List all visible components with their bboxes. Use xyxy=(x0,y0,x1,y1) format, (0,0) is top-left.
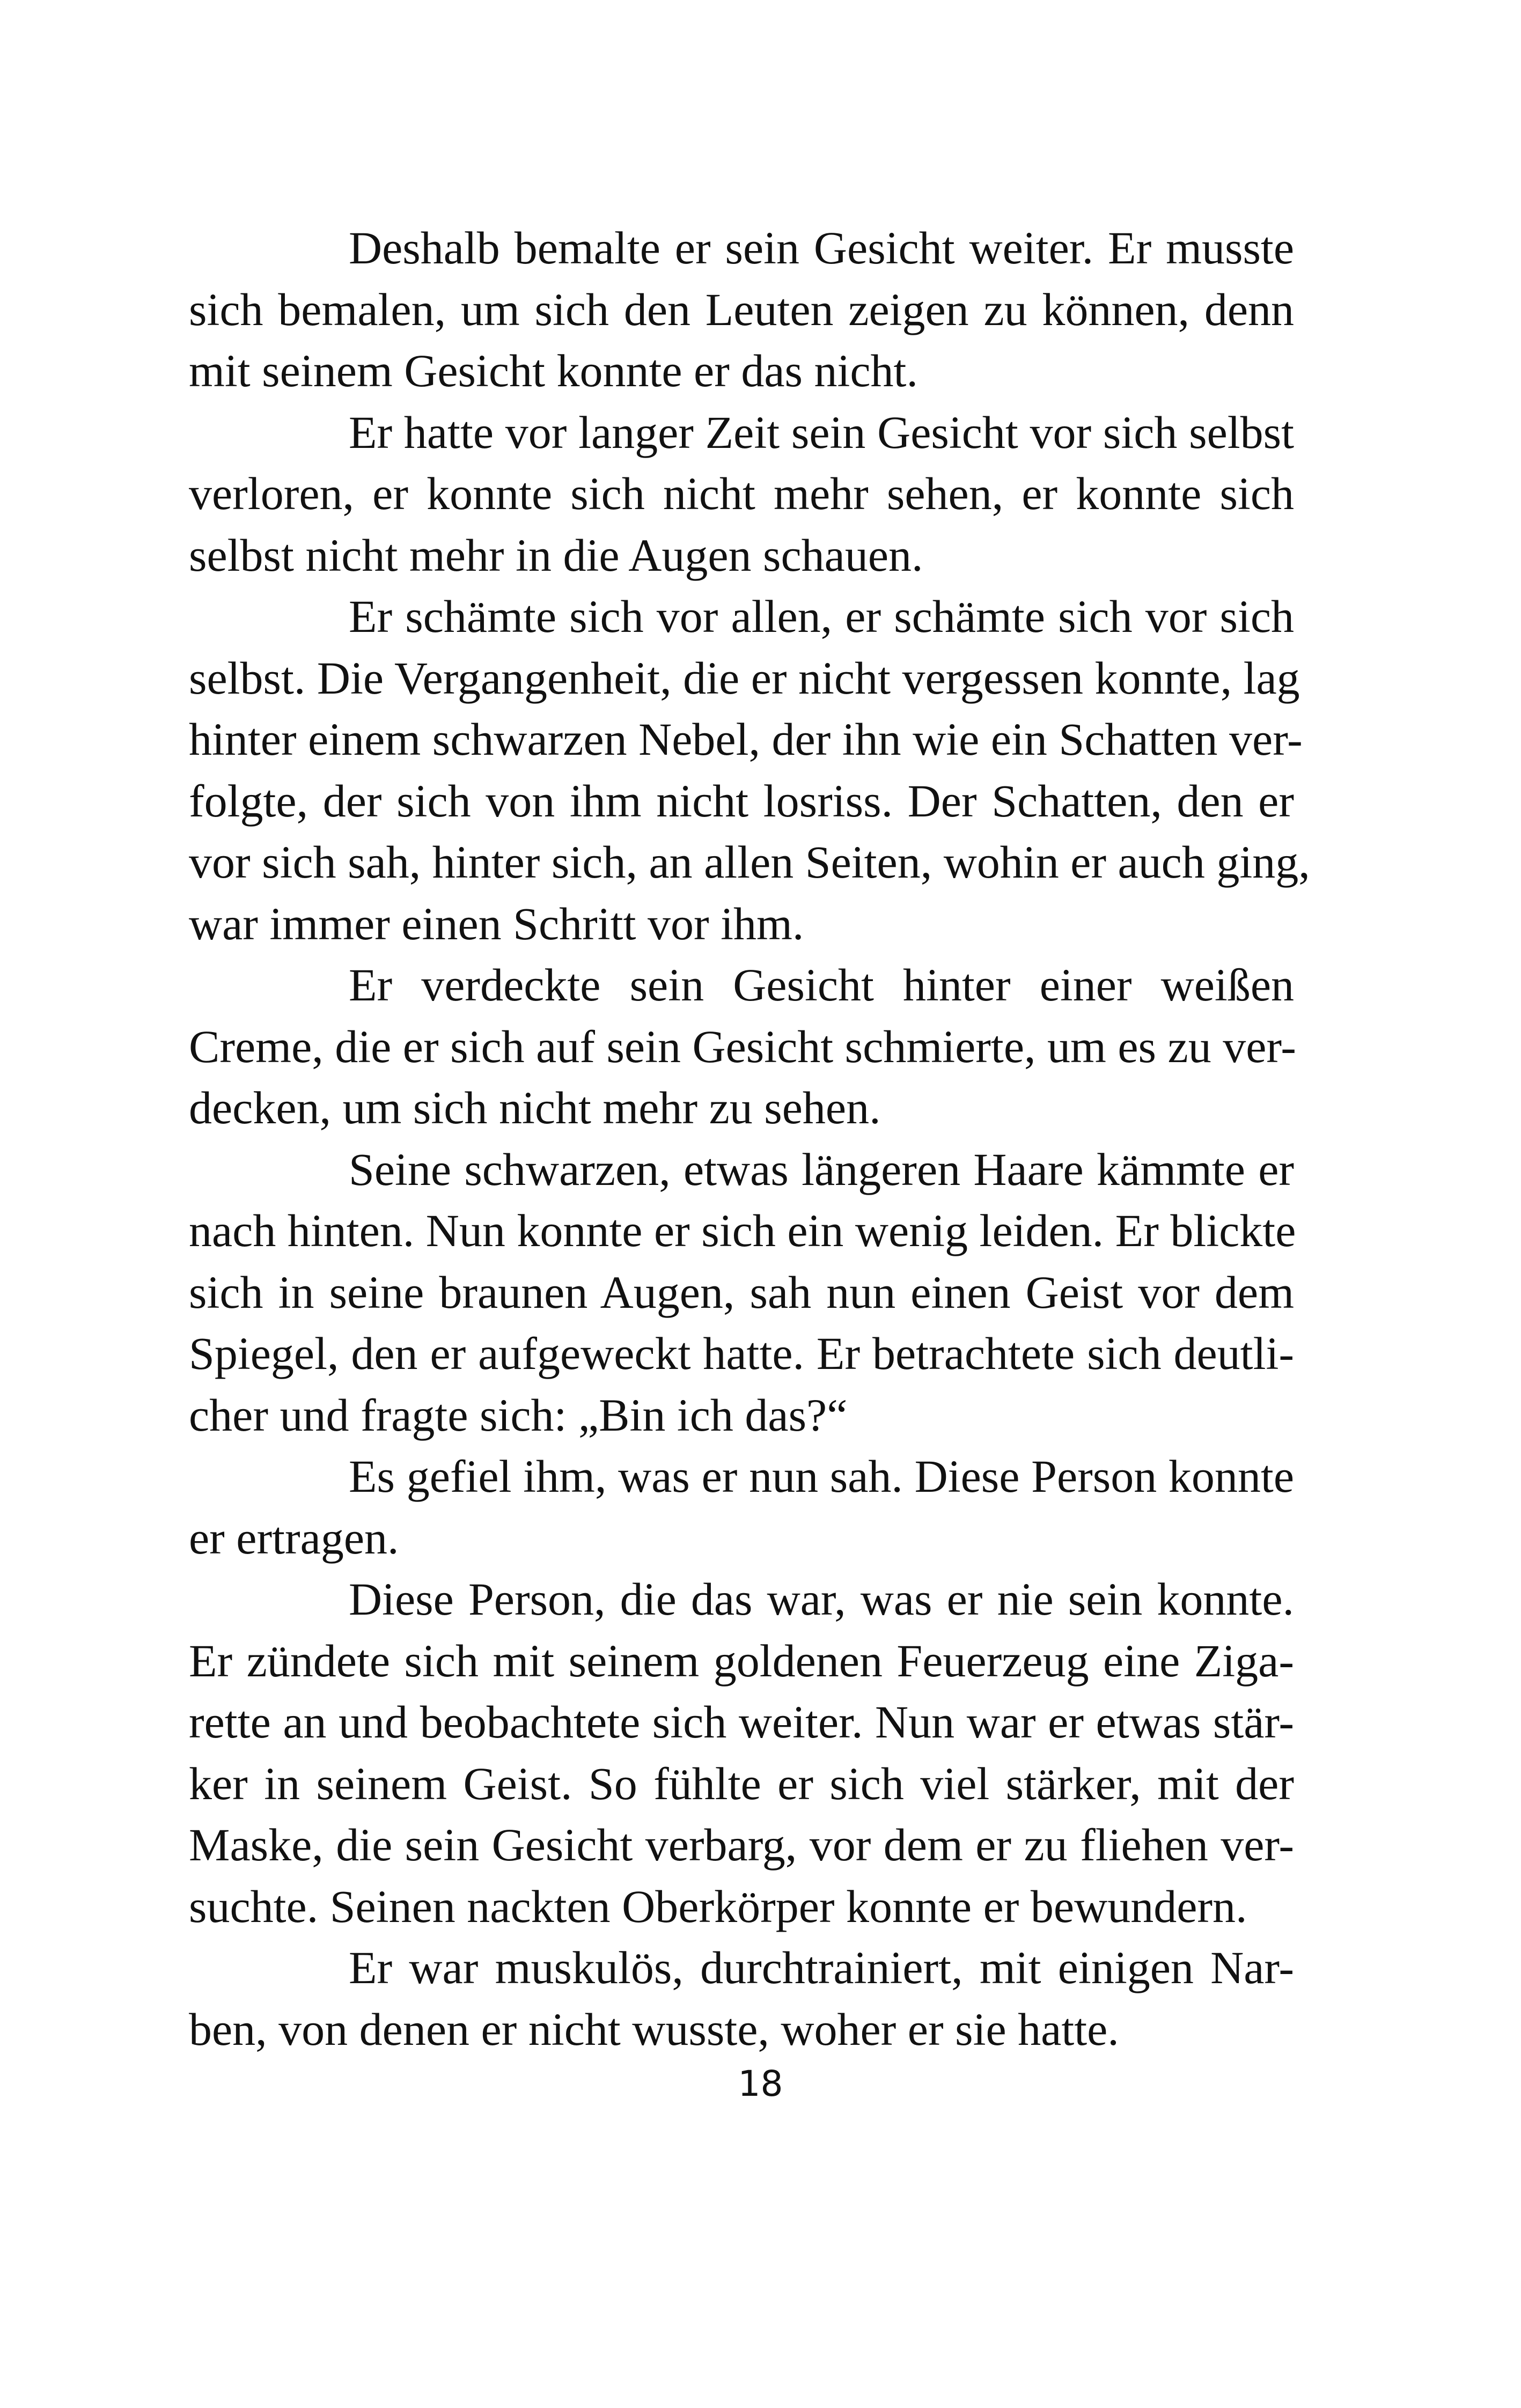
text-line: cher und fragte sich: „Bin ich das?“ xyxy=(189,1389,848,1441)
text-line: er ertragen. xyxy=(189,1512,399,1564)
text-line: mit seinem Gesicht konnte er das nicht. xyxy=(189,345,918,396)
text-line: nach hinten. Nun konnte er sich ein wenig leiden. Er blickte xyxy=(189,1205,1296,1256)
text-line: Deshalb bemalte er sein Gesicht weiter. Er musste xyxy=(349,222,1294,274)
text-line: war immer einen Schritt vor ihm. xyxy=(189,897,804,949)
text-line: vor sich sah, hinter sich, an allen Seiten, wohin er auch ging, xyxy=(189,836,1310,888)
text-line: hinter einem schwarzen Nebel, der ihn wie ein Schatten ver- xyxy=(189,713,1303,765)
text-line: suchte. Seinen nackten Oberkörper konnte er bewundern. xyxy=(189,1880,1247,1932)
text-line: Maske, die sein Gesicht verbarg, vor dem er zu fliehen ver- xyxy=(189,1819,1294,1871)
text-line: Spiegel, den er aufgeweckt hatte. Er betrachtete sich deutli- xyxy=(189,1328,1294,1379)
text-line: Er schämte sich vor allen, er schämte sich vor sich xyxy=(349,591,1294,642)
text-line: Er zündete sich mit seinem goldenen Feuerzeug eine Ziga- xyxy=(189,1634,1294,1687)
text-line: Creme, die er sich auf sein Gesicht schmierte, um es zu ver- xyxy=(189,1020,1296,1072)
text-line: Es gefiel ihm, was er nun sah. Diese Person konnte xyxy=(349,1450,1294,1502)
text-line: Er verdeckte sein Gesicht hinter einer weißen xyxy=(349,959,1294,1011)
text-line: rette an und beobachtete sich weiter. Nun war er etwas stär- xyxy=(189,1696,1294,1748)
text-line: ker in seinem Geist. So fühlte er sich viel stärker, mit der xyxy=(189,1757,1294,1809)
text-line: folgte, der sich von ihm nicht losriss. Der Schatten, den er xyxy=(189,775,1294,827)
text-line: verloren, er konnte sich nicht mehr sehen, er konnte sich xyxy=(189,468,1294,519)
page-number: 18 xyxy=(738,2063,783,2104)
text-line: Seine schwarzen, etwas längeren Haare kämmte er xyxy=(349,1143,1294,1195)
text-line: ben, von denen er nicht wusste, woher er sie hatte. xyxy=(189,2003,1119,2055)
text-line: sich bemalen, um sich den Leuten zeigen zu können, denn xyxy=(189,283,1294,335)
text-line: selbst. Die Vergangenheit, die er nicht vergessen konnte, lag xyxy=(189,652,1300,704)
text-line: decken, um sich nicht mehr zu sehen. xyxy=(189,1082,881,1133)
text-line: selbst nicht mehr in die Augen schauen. xyxy=(189,529,923,581)
text-line: Er war muskulös, durchtrainiert, mit einigen Nar- xyxy=(349,1942,1294,1993)
text-line: Er hatte vor langer Zeit sein Gesicht vor sich selbst xyxy=(349,406,1294,458)
body-text xyxy=(189,217,1310,2060)
text-line: Diese Person, die das war, was er nie sein konnte. xyxy=(349,1573,1294,1625)
text-line: sich in seine braunen Augen, sah nun einen Geist vor dem xyxy=(189,1266,1294,1318)
